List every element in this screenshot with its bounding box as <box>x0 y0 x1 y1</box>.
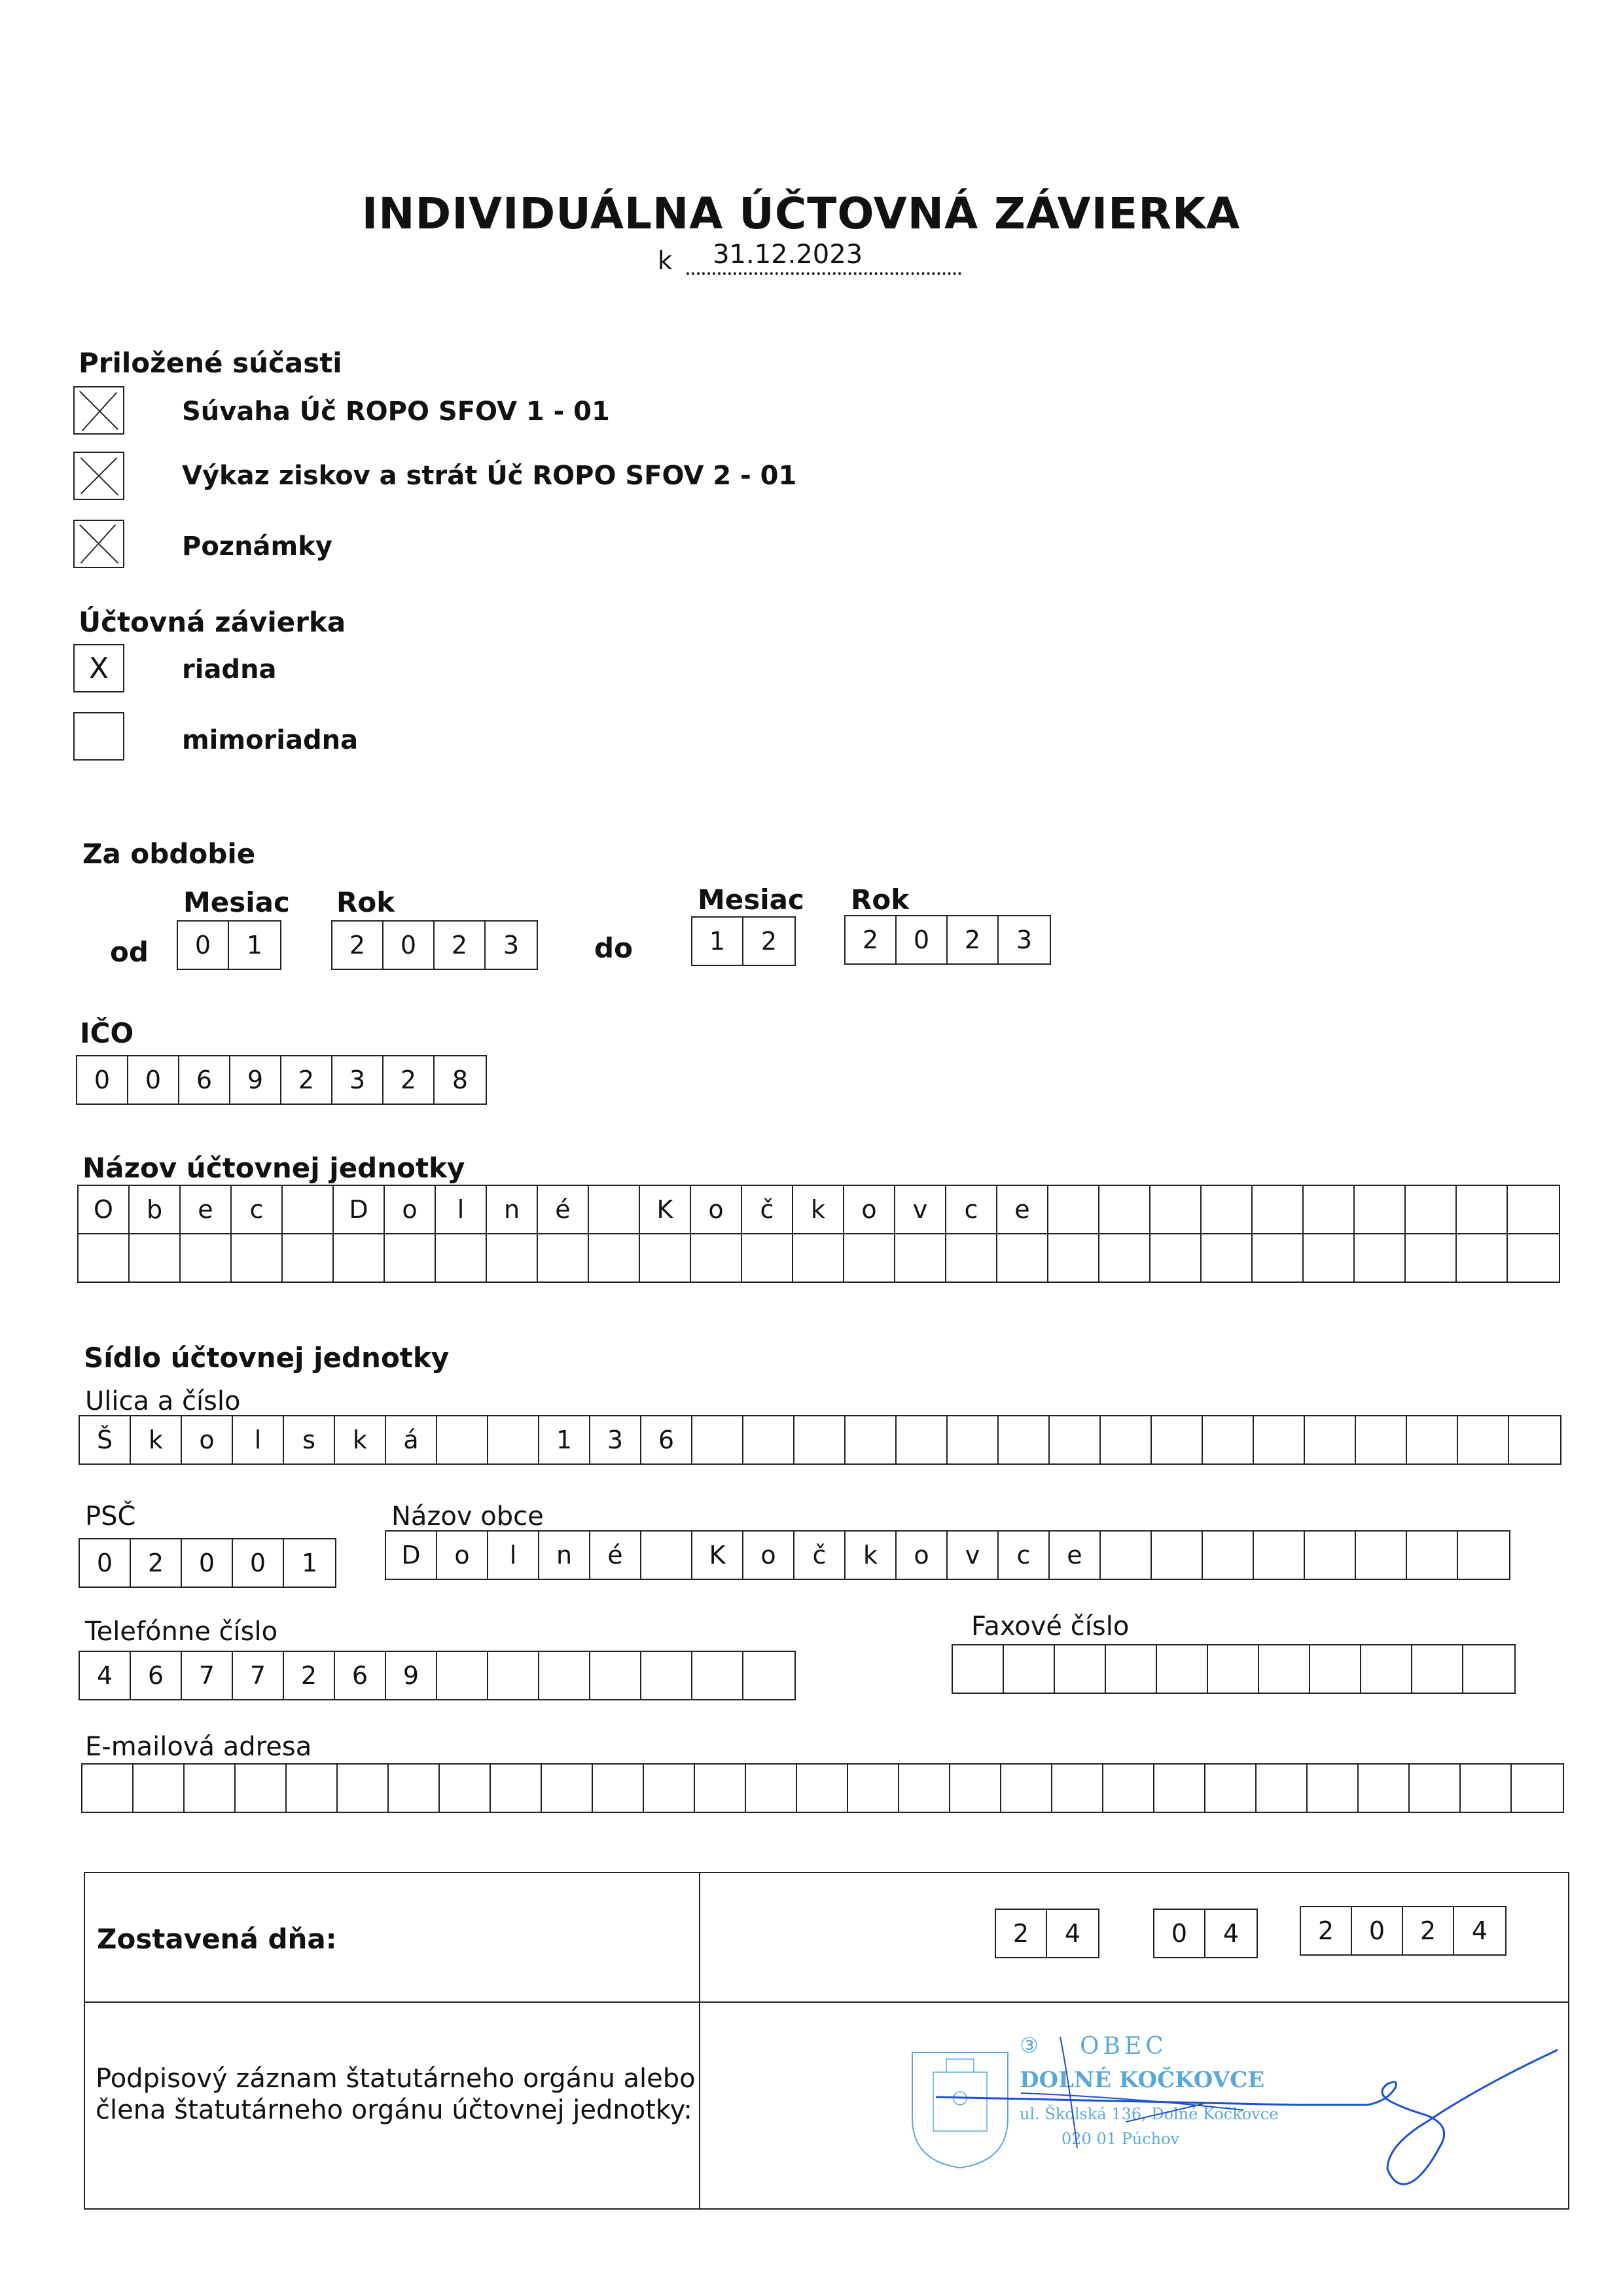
address-heading: Sídlo účtovnej jednotky <box>84 1342 450 1374</box>
char-cell <box>691 1234 742 1282</box>
char-cell <box>1457 1234 1508 1282</box>
char-cell <box>1355 1186 1406 1233</box>
char-cell: c <box>999 1532 1050 1579</box>
fax-label: Faxové číslo <box>971 1611 1130 1641</box>
entity-name-field[interactable] <box>77 1185 1560 1283</box>
char-cell <box>848 1765 899 1812</box>
char-cell: K <box>640 1186 691 1233</box>
digit-cell: 2 <box>996 1910 1047 1957</box>
digit-cell: 0 <box>897 916 948 963</box>
digit-cell <box>1055 1645 1106 1693</box>
char-cell <box>1050 1416 1101 1463</box>
char-cell <box>797 1765 848 1812</box>
char-cell <box>1205 1765 1257 1812</box>
char-cell <box>1305 1532 1356 1579</box>
char-cell: č <box>742 1186 793 1233</box>
char-cell <box>1052 1765 1103 1812</box>
signature-label <box>96 2063 696 2126</box>
char-cell: o <box>691 1186 742 1233</box>
compiled-day-field[interactable] <box>995 1909 1099 1958</box>
char-cell: s <box>284 1416 335 1463</box>
checkbox-notes[interactable] <box>73 520 124 568</box>
char-cell <box>1356 1416 1407 1463</box>
phone-field[interactable] <box>79 1651 796 1700</box>
digit-cell: 2 <box>948 916 999 963</box>
street-field[interactable] <box>79 1415 1561 1465</box>
char-cell <box>1152 1532 1203 1579</box>
char-cell: e <box>997 1186 1048 1233</box>
char-cell: o <box>385 1186 436 1233</box>
char-cell: o <box>897 1532 948 1579</box>
char-cell: k <box>131 1416 182 1463</box>
digit-cell: 9 <box>230 1056 281 1103</box>
char-cell <box>232 1234 283 1282</box>
char-cell <box>1406 1234 1457 1282</box>
char-cell <box>743 1416 794 1463</box>
cross-mark-icon <box>75 453 123 499</box>
char-cell: l <box>436 1186 487 1233</box>
char-cell: v <box>895 1186 946 1233</box>
char-cell <box>287 1765 338 1812</box>
digit-cell: 1 <box>246 931 263 960</box>
char-cell <box>846 1416 897 1463</box>
char-cell <box>946 1234 997 1282</box>
checkbox-balance-sheet[interactable] <box>73 386 124 435</box>
char-cell <box>1308 1765 1359 1812</box>
psc-field[interactable] <box>79 1538 336 1588</box>
char-cell <box>997 1234 1048 1282</box>
char-cell <box>999 1416 1050 1463</box>
ico-label: IČO <box>80 1017 134 1049</box>
char-cell <box>1257 1765 1308 1812</box>
to-year-field[interactable] <box>844 915 1051 965</box>
char-cell <box>385 1234 436 1282</box>
char-cell <box>593 1765 644 1812</box>
char-cell: e <box>1050 1532 1101 1579</box>
stamp-postcode: 020 01 Púchov <box>1061 2130 1180 2148</box>
char-cell <box>1150 1186 1202 1233</box>
box-divider <box>699 1873 700 2208</box>
digit-cell: 0 <box>1352 1907 1403 1954</box>
char-cell <box>1254 1532 1305 1579</box>
checkbox-ordinary[interactable]: X <box>73 644 124 692</box>
digit-cell: 0 <box>1154 1910 1205 1957</box>
stamp-title: OBEC <box>1080 2033 1168 2060</box>
digit-cell: 2 <box>760 927 777 956</box>
to-year-label: Rok <box>851 884 910 916</box>
digit-cell: 2 <box>332 922 383 969</box>
char-cell <box>1202 1234 1253 1282</box>
char-cell <box>746 1765 797 1812</box>
document-title: INDIVIDUÁLNA ÚČTOVNÁ ZÁVIERKA <box>361 188 1241 239</box>
char-cell <box>79 1234 130 1282</box>
stamp-number: ③ <box>1020 2033 1039 2058</box>
digit-cell: 4 <box>1064 1919 1081 1948</box>
digit-cell: 2 <box>281 1056 332 1103</box>
digit-cell <box>641 1652 692 1699</box>
char-cell: b <box>130 1186 181 1233</box>
attached-parts-heading: Priložené súčasti <box>79 347 342 379</box>
email-field[interactable] <box>81 1763 1564 1813</box>
town-label: Názov obce <box>391 1501 544 1532</box>
digit-cell: 2 <box>131 1539 182 1587</box>
digit-cell <box>1157 1645 1208 1693</box>
digit-cell: 2 <box>1301 1907 1352 1954</box>
town-field[interactable] <box>385 1530 1510 1580</box>
to-month-field[interactable] <box>691 916 796 966</box>
char-cell <box>538 1234 589 1282</box>
to-month-label: Mesiac <box>698 884 804 916</box>
stamp-address: ul. Školská 136, Dolné Kočkovce <box>1020 2105 1279 2123</box>
char-cell <box>948 1416 999 1463</box>
char-cell: n <box>487 1186 538 1233</box>
attached-item-label: Súvaha Úč ROPO SFOV 1 - 01 <box>182 397 610 427</box>
char-cell <box>1150 1234 1202 1282</box>
char-cell: l <box>233 1416 284 1463</box>
char-cell <box>334 1234 385 1282</box>
attached-item-label: Poznámky <box>182 531 332 562</box>
digit-cell: 3 <box>1016 925 1033 954</box>
digit-cell: 6 <box>179 1056 230 1103</box>
char-cell <box>1512 1765 1563 1812</box>
char-cell: c <box>232 1186 283 1233</box>
char-cell <box>640 1234 691 1282</box>
digit-cell: 0 <box>77 1056 128 1103</box>
char-cell <box>1458 1532 1509 1579</box>
char-cell <box>389 1765 440 1812</box>
digit-cell: 2 <box>435 922 486 969</box>
char-cell <box>130 1234 181 1282</box>
as-of-date-line <box>658 240 961 275</box>
char-cell: e <box>181 1186 232 1233</box>
char-cell: o <box>437 1532 488 1579</box>
digit-cell: 9 <box>386 1652 437 1699</box>
digit-cell: 0 <box>128 1056 179 1103</box>
char-cell <box>1355 1234 1406 1282</box>
digit-cell: 2 <box>284 1652 335 1699</box>
char-cell <box>1101 1416 1152 1463</box>
closing-type-heading: Účtovná závierka <box>79 606 346 638</box>
digit-cell <box>539 1652 590 1699</box>
char-cell <box>491 1765 542 1812</box>
char-cell: č <box>794 1532 846 1579</box>
signature-box <box>84 1872 1569 2210</box>
char-cell <box>236 1765 287 1812</box>
from-year-field[interactable] <box>331 920 538 970</box>
char-cell <box>1103 1765 1154 1812</box>
compiled-date-label: Zostavená dňa: <box>97 1923 337 1955</box>
digit-cell: 8 <box>452 1066 469 1094</box>
phone-label: Telefónne číslo <box>85 1617 278 1647</box>
as-of-date-field[interactable] <box>687 240 961 275</box>
char-cell <box>899 1765 950 1812</box>
as-of-date-value: 31.12.2023 <box>713 240 863 270</box>
digit-cell <box>743 1652 794 1699</box>
from-label: od <box>110 936 149 968</box>
char-cell: 3 <box>590 1416 641 1463</box>
char-cell <box>793 1234 844 1282</box>
char-cell <box>1406 1186 1457 1233</box>
signature-label-line: člena štatutárneho orgánu účtovnej jednotky: <box>96 2095 692 2125</box>
digit-cell <box>1412 1645 1463 1693</box>
char-cell <box>589 1186 640 1233</box>
digit-cell <box>437 1652 488 1699</box>
char-cell <box>1304 1234 1355 1282</box>
checkbox-income-statement[interactable] <box>73 452 124 500</box>
char-cell <box>134 1765 185 1812</box>
digit-cell <box>1259 1645 1310 1693</box>
char-cell: v <box>948 1532 999 1579</box>
char-cell <box>1001 1765 1052 1812</box>
char-cell <box>338 1765 389 1812</box>
digit-cell: 2 <box>383 1056 435 1103</box>
char-cell: Š <box>80 1416 131 1463</box>
digit-cell <box>953 1645 1004 1693</box>
closing-type-label: riadna <box>182 655 277 685</box>
digit-cell: 0 <box>182 1539 233 1587</box>
entity-name-row <box>79 1233 1559 1282</box>
char-cell <box>1152 1416 1203 1463</box>
char-cell <box>487 1234 538 1282</box>
char-cell: O <box>79 1186 130 1233</box>
handwritten-signature-icon <box>929 2024 1571 2200</box>
digit-cell: 0 <box>383 922 435 969</box>
digit-cell <box>692 1652 743 1699</box>
entity-name-label: Názov účtovnej jednotky <box>82 1152 465 1184</box>
char-cell <box>1304 1186 1355 1233</box>
char-cell <box>1048 1186 1099 1233</box>
char-cell <box>641 1532 692 1579</box>
char-cell <box>1154 1765 1205 1812</box>
digit-cell: 4 <box>1471 1916 1488 1945</box>
char-cell <box>283 1186 334 1233</box>
digit-cell: 0 <box>80 1539 131 1587</box>
char-cell: o <box>743 1532 794 1579</box>
compiled-month-field[interactable] <box>1153 1909 1258 1958</box>
char-cell: c <box>946 1186 997 1233</box>
digit-cell: 3 <box>503 931 520 960</box>
char-cell <box>895 1234 946 1282</box>
char-cell <box>1509 1416 1560 1463</box>
digit-cell <box>1106 1645 1157 1693</box>
digit-cell: 1 <box>301 1549 318 1577</box>
char-cell <box>644 1765 695 1812</box>
char-cell <box>589 1234 640 1282</box>
from-month-label: Mesiac <box>183 886 290 918</box>
digit-cell: 4 <box>80 1652 131 1699</box>
char-cell <box>1508 1186 1559 1233</box>
as-of-prefix: k <box>658 246 673 275</box>
char-cell <box>695 1765 746 1812</box>
digit-cell: 6 <box>335 1652 386 1699</box>
entity-name-row <box>79 1186 1559 1233</box>
digit-cell: 4 <box>1222 1919 1240 1948</box>
digit-cell: 0 <box>178 922 229 969</box>
char-cell: l <box>488 1532 539 1579</box>
char-cell <box>82 1765 134 1812</box>
char-cell <box>692 1416 743 1463</box>
char-cell: 6 <box>641 1416 692 1463</box>
signature-label-line: Podpisový záznam štatutárneho orgánu alebo <box>96 2064 696 2094</box>
char-cell <box>542 1765 593 1812</box>
char-cell <box>1101 1532 1152 1579</box>
char-cell <box>1356 1532 1407 1579</box>
char-cell <box>1407 1532 1458 1579</box>
char-cell: á <box>386 1416 437 1463</box>
digit-cell: 3 <box>332 1056 383 1103</box>
char-cell: k <box>793 1186 844 1233</box>
char-cell <box>1099 1234 1150 1282</box>
digit-cell <box>488 1652 539 1699</box>
street-label: Ulica a číslo <box>85 1386 241 1416</box>
char-cell: 1 <box>539 1416 590 1463</box>
psc-label: PSČ <box>85 1501 136 1532</box>
char-cell <box>1253 1234 1304 1282</box>
char-cell <box>1458 1416 1509 1463</box>
char-cell <box>440 1765 491 1812</box>
digit-cell: 0 <box>233 1539 284 1587</box>
char-cell <box>1254 1416 1305 1463</box>
stamp-municipality: DOLNÉ KOČKOVCE <box>1020 2067 1265 2093</box>
char-cell: K <box>692 1532 743 1579</box>
digit-cell <box>1310 1645 1361 1693</box>
char-cell <box>437 1416 488 1463</box>
char-cell <box>1457 1186 1508 1233</box>
char-cell <box>1305 1416 1356 1463</box>
char-cell <box>436 1234 487 1282</box>
char-cell <box>488 1416 539 1463</box>
closing-type-label: mimoriadna <box>182 725 359 755</box>
period-heading: Za obdobie <box>82 838 256 870</box>
to-label: do <box>594 932 633 964</box>
char-cell <box>1461 1765 1512 1812</box>
digit-cell: 2 <box>846 916 897 963</box>
cross-mark-icon <box>75 521 123 567</box>
digit-cell: 1 <box>692 918 743 965</box>
fax-field[interactable] <box>952 1644 1516 1694</box>
char-cell: o <box>182 1416 233 1463</box>
char-cell <box>1253 1186 1304 1233</box>
char-cell: k <box>846 1532 897 1579</box>
char-cell <box>1410 1765 1461 1812</box>
compiled-year-field[interactable] <box>1300 1906 1507 1956</box>
char-cell <box>1202 1186 1253 1233</box>
char-cell: n <box>539 1532 590 1579</box>
char-cell: é <box>538 1186 589 1233</box>
char-cell: k <box>335 1416 386 1463</box>
char-cell <box>950 1765 1001 1812</box>
char-cell <box>794 1416 846 1463</box>
char-cell: D <box>334 1186 385 1233</box>
digit-cell <box>590 1652 641 1699</box>
digit-cell: 7 <box>182 1652 233 1699</box>
char-cell: é <box>590 1532 641 1579</box>
char-cell <box>1508 1234 1559 1282</box>
char-cell <box>1048 1234 1099 1282</box>
char-cell <box>1407 1416 1458 1463</box>
digit-cell: 7 <box>233 1652 284 1699</box>
box-divider <box>85 2001 1568 2003</box>
char-cell <box>1359 1765 1410 1812</box>
digit-cell: 6 <box>131 1652 182 1699</box>
from-year-label: Rok <box>336 886 395 918</box>
char-cell <box>1099 1186 1150 1233</box>
char-cell <box>181 1234 232 1282</box>
char-cell <box>185 1765 236 1812</box>
checkbox-extraordinary[interactable] <box>73 712 124 761</box>
ico-field[interactable] <box>76 1055 487 1105</box>
char-cell <box>897 1416 948 1463</box>
char-cell: D <box>386 1532 437 1579</box>
digit-cell <box>1463 1645 1514 1693</box>
email-label: E-mailová adresa <box>85 1732 312 1762</box>
digit-cell <box>1208 1645 1259 1693</box>
from-month-field[interactable] <box>177 920 281 970</box>
cross-mark-icon <box>75 387 123 433</box>
char-cell <box>844 1234 895 1282</box>
digit-cell: 2 <box>1403 1907 1454 1954</box>
char-cell <box>1203 1532 1254 1579</box>
char-cell <box>283 1234 334 1282</box>
digit-cell <box>1361 1645 1412 1693</box>
char-cell: o <box>844 1186 895 1233</box>
char-cell <box>1203 1416 1254 1463</box>
attached-item-label: Výkaz ziskov a strát Úč ROPO SFOV 2 - 01 <box>182 461 797 491</box>
char-cell <box>742 1234 793 1282</box>
digit-cell <box>1004 1645 1055 1693</box>
